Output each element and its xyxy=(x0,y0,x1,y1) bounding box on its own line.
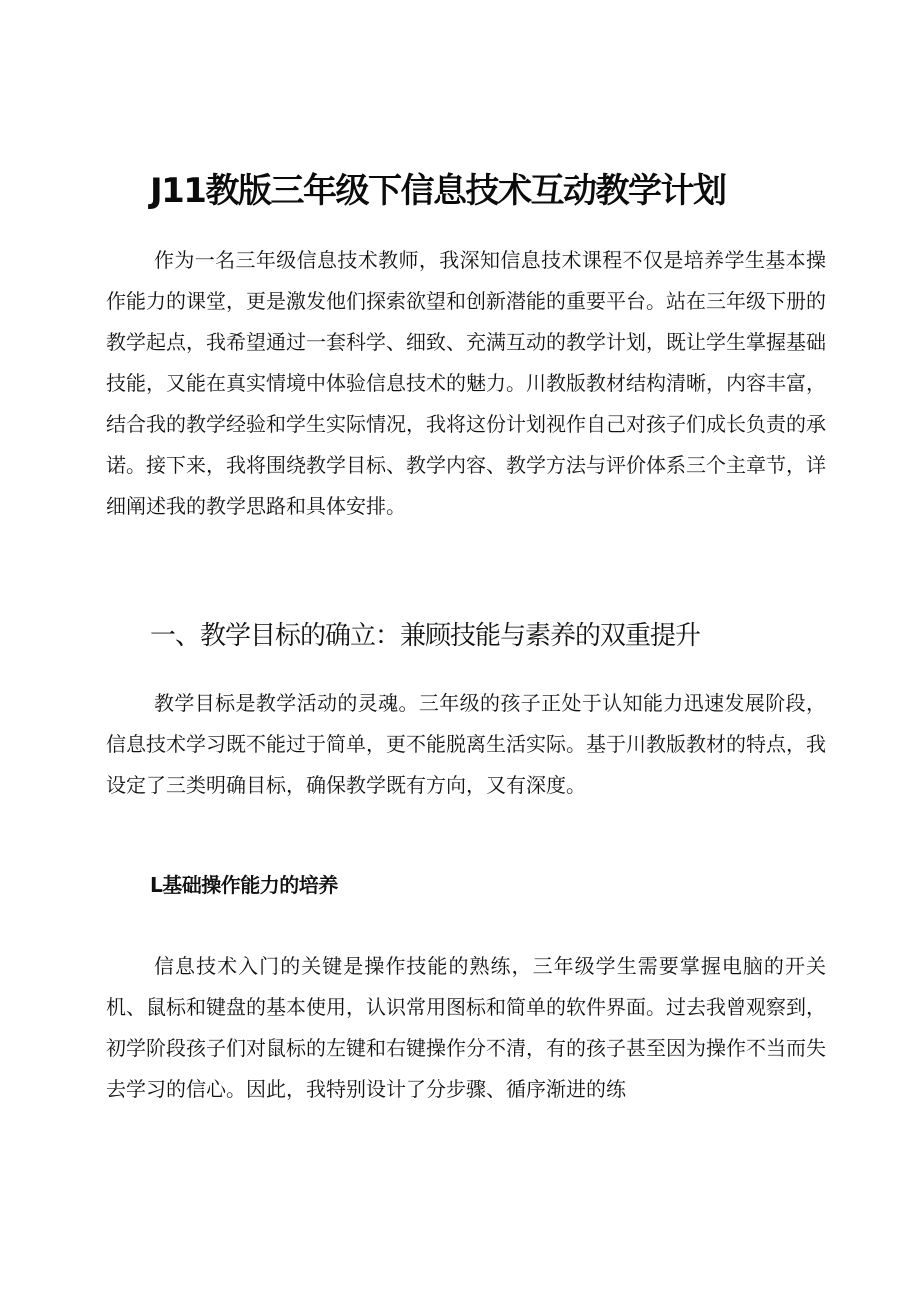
section-heading-objectives: 一、教学目标的确立：兼顾技能与素养的双重提升 xyxy=(150,621,701,651)
objectives-intro-paragraph: 教学目标是教学活动的灵魂。三年级的孩子正处于认知能力迅速发展阶段，信息技术学习既不能过于简单，更不能脱离生活实际。基于川教版教材的特点，我设定了三类明确目标，确保教学既有方向，又有深度。 xyxy=(106,691,826,797)
basic-skills-paragraph: 信息技术入门的关键是操作技能的熟练，三年级学生需要掌握电脑的开关机、鼠标和键盘的基本使用，认识常用图标和简单的软件界面。过去我曾观察到，初学阶段孩子们对鼠标的左键和右键操作分不清，有的孩子甚至因为操作不当而失去学习的信心。因此，我特别设计了分步骤、循序渐进的练 xyxy=(106,954,826,1101)
document-title: J11教版三年级下信息技术互动教学计划 xyxy=(150,171,726,211)
intro-paragraph: 作为一名三年级信息技术教师，我深知信息技术课程不仅是培养学生基本操作能力的课堂，更是激发他们探索欲望和创新潜能的重要平台。站在三年级下册的教学起点，我希望通过一套科学、细致、充满互动的教学计划，既让学生掌握基础技能，又能在真实情境中体验信息技术的魅力。川教版教材结构清晰，内容丰富，结合我的教学经验和学生实际情况，我将这份计划视作自己对孩子们成长负责的承诺。接下来，我将围绕教学目标、教学内容、教学方法与评价体系三个主章节，详细阐述我的教学思路和具体安排。 xyxy=(106,248,826,518)
sub-heading-basic-skills: L基础操作能力的培养 xyxy=(150,873,338,897)
